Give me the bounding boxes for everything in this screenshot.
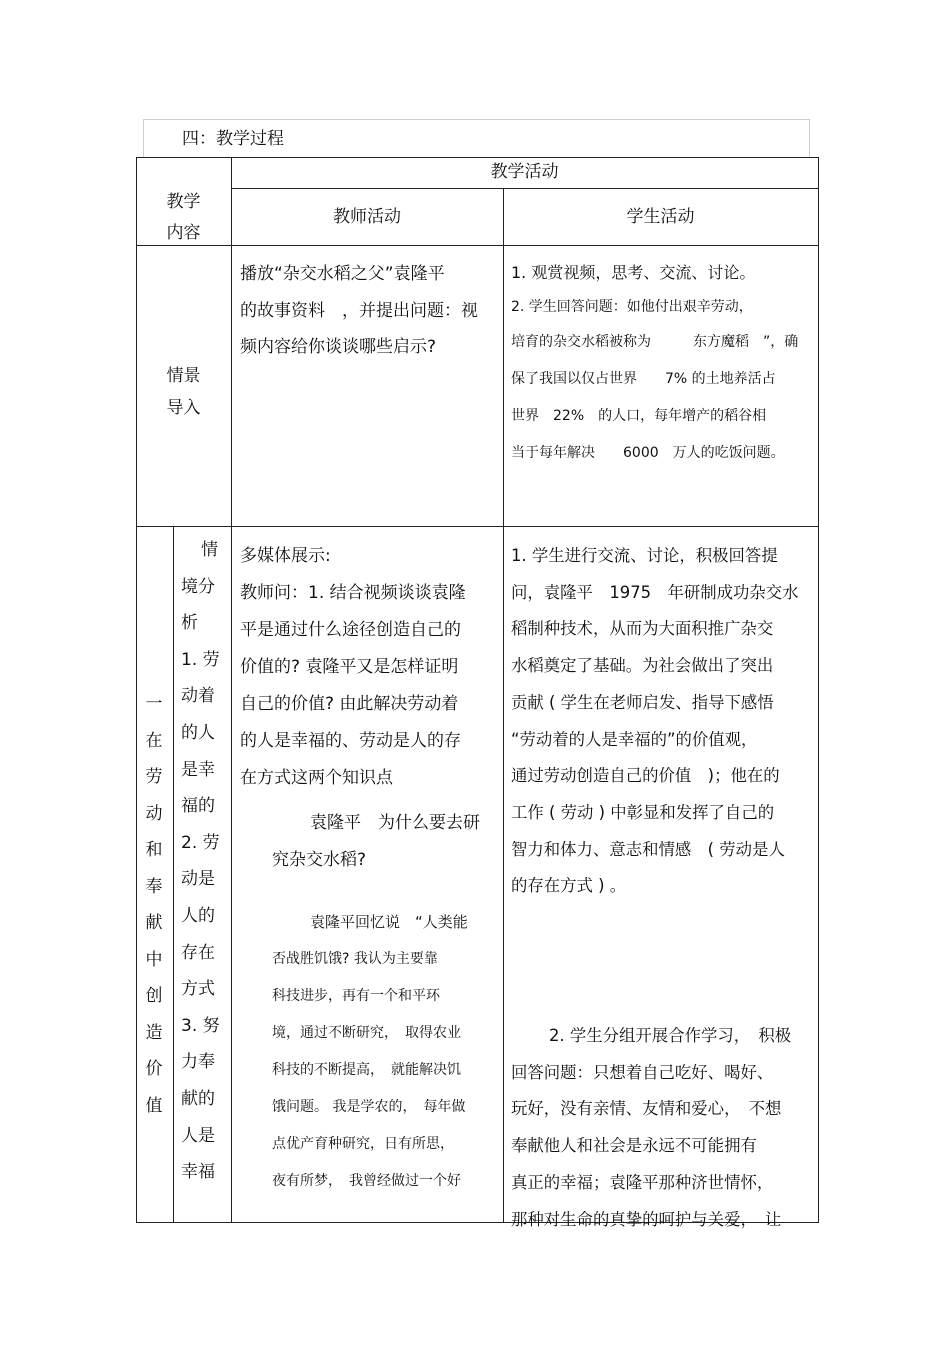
text-line: 在方式这两个知识点: [240, 768, 393, 788]
text-line: 献的: [181, 1088, 215, 1109]
text-line: 水稻奠定了基础。为社会做出了突出: [511, 656, 774, 676]
text-line: 的人: [181, 722, 215, 743]
char: 创: [145, 986, 163, 1006]
text-line: 幸福: [181, 1162, 215, 1183]
text-line: 的故事资料 ，并提出问题：视: [240, 300, 478, 321]
text-line: 智力和体力、意志和情感 ( 劳动是人: [511, 839, 785, 859]
text-line: 世界 22% 的人口，每年增产的稻谷相: [511, 408, 767, 424]
text-line: 培育的杂交水稻被称为 东方魔稻 ”，确: [511, 334, 799, 350]
text-line: 力奉: [181, 1052, 215, 1073]
char: 值: [145, 1095, 163, 1116]
char: 劳: [145, 767, 163, 787]
text-line: 价值的? 袁隆平又是怎样证明: [240, 657, 459, 677]
row1-student-text: [511, 256, 798, 472]
header-content-label: [136, 187, 231, 249]
row2-teacher-quote: [272, 904, 468, 1200]
text-line: 否战胜饥饿? 我认为主要靠: [272, 951, 438, 967]
row2-student-2: [511, 1018, 791, 1238]
char: 价: [145, 1059, 163, 1079]
text-line: 夜有所梦， 我曾经做过一个好: [272, 1173, 461, 1189]
text-line: 是幸: [181, 759, 215, 780]
char: 造: [145, 1022, 163, 1043]
text-line: 1. 学生进行交流、讨论，积极回答提: [511, 546, 778, 565]
char: 一: [145, 694, 163, 714]
header-content-label-line1: 教学: [166, 192, 201, 212]
row1-label: [136, 360, 231, 424]
section-title: 四：教学过程: [182, 129, 284, 149]
text-line: 2. 学生回答问题：如他付出艰辛劳动，: [511, 299, 753, 315]
text-line: 析: [181, 613, 198, 634]
row2-main-label: [143, 686, 165, 1124]
text-line: 2. 学生分组开展合作学习， 积极: [549, 1026, 792, 1045]
text-line: 点优产育种研究，日有所思，: [272, 1136, 454, 1152]
text-line: 工作 ( 劳动 ) 中彰显和发挥了自己的: [511, 802, 775, 822]
text-line: 动是: [181, 869, 215, 890]
text-line: 境分: [181, 576, 215, 597]
char: 和: [145, 840, 163, 860]
char: 奉: [145, 876, 163, 897]
text-line: 奉献他人和社会是永远不可能拥有: [511, 1136, 757, 1156]
char: 在: [145, 730, 163, 751]
text-line: 的人是幸福的、劳动是人的存: [240, 731, 461, 751]
row1-label-line2: 导入: [166, 398, 201, 418]
row2-student-1: [511, 538, 799, 905]
text-line: 人是: [181, 1125, 215, 1146]
text-line: 情: [201, 540, 218, 560]
row2-sub-label: [174, 532, 230, 1191]
text-line: 的存在方式 ) 。: [511, 876, 627, 896]
text-line: 平是通过什么途径创造自己的: [240, 620, 461, 640]
char: 动: [145, 803, 163, 824]
text-line: 贡献 ( 学生在老师启发、指导下感悟: [511, 692, 774, 712]
text-line: 袁隆平 为什么要去研: [310, 813, 480, 833]
char: 献: [145, 913, 163, 933]
text-line: 真正的幸福；袁隆平那种济世情怀，: [511, 1172, 774, 1192]
text-line: 教师问：1. 结合视频谈谈袁隆: [240, 583, 466, 603]
text-line: 科技的不断提高， 就能解决饥: [272, 1062, 461, 1078]
text-line: 动着: [181, 686, 215, 707]
text-line: 自己的价值? 由此解决劳动着: [240, 694, 459, 714]
text-line: 1. 劳: [181, 649, 220, 670]
text-line: 袁隆平回忆说 “人类能: [310, 913, 468, 931]
header-teacher-activity: 教师活动: [333, 207, 401, 227]
text-line: 究杂交水稻?: [272, 850, 367, 870]
row1-teacher-text: [240, 256, 478, 366]
char: 中: [145, 949, 163, 970]
text-line: 频内容给你谈谈哪些启示?: [240, 337, 437, 357]
row1-label-line1: 情景: [166, 366, 201, 386]
text-line: 回答问题：只想着自己吃好、喝好、: [511, 1062, 774, 1082]
text-line: 当于每年解决 6000 万人的吃饭问题。: [511, 445, 785, 461]
text-line: 多媒体展示:: [240, 546, 331, 566]
text-line: 存在: [181, 942, 215, 963]
row2-teacher-question: [272, 805, 480, 879]
text-line: 饿问题。 我是学农的， 每年做: [272, 1099, 466, 1115]
text-line: 玩好，没有亲情、友情和爱心， 不想: [511, 1099, 782, 1119]
text-line: “劳动着的人是幸福的”的价值观，: [511, 729, 758, 749]
text-line: 问，袁隆平 1975 年研制成功杂交水: [511, 582, 799, 602]
text-line: 境，通过不断研究， 取得农业: [272, 1025, 461, 1041]
text-line: 稻制种技术，从而为大面积推广杂交: [511, 619, 774, 639]
text-line: 1. 观赏视频，思考、交流、讨论。: [511, 263, 756, 282]
text-line: 2. 劳: [181, 832, 220, 853]
text-line: 福的: [181, 796, 215, 817]
row2-teacher-main: [240, 538, 466, 797]
header-teaching-activity: 教学活动: [490, 162, 559, 182]
text-line: 播放“杂交水稻之父”袁隆平: [240, 264, 445, 284]
text-line: 保了我国以仅占世界 7% 的土地养活占: [511, 371, 776, 387]
text-line: 科技进步，再有一个和平环: [272, 988, 440, 1004]
header-content-label-line2: 内容: [166, 223, 201, 243]
text-line: 人的: [181, 905, 215, 926]
text-line: 方式: [181, 979, 215, 1000]
header-student-activity: 学生活动: [626, 207, 695, 227]
text-line: 那种对生命的真挚的呵护与关爱， 让: [511, 1209, 782, 1229]
text-line: 通过劳动创造自己的价值 )；他在的: [511, 766, 780, 786]
text-line: 3. 努: [181, 1015, 220, 1036]
